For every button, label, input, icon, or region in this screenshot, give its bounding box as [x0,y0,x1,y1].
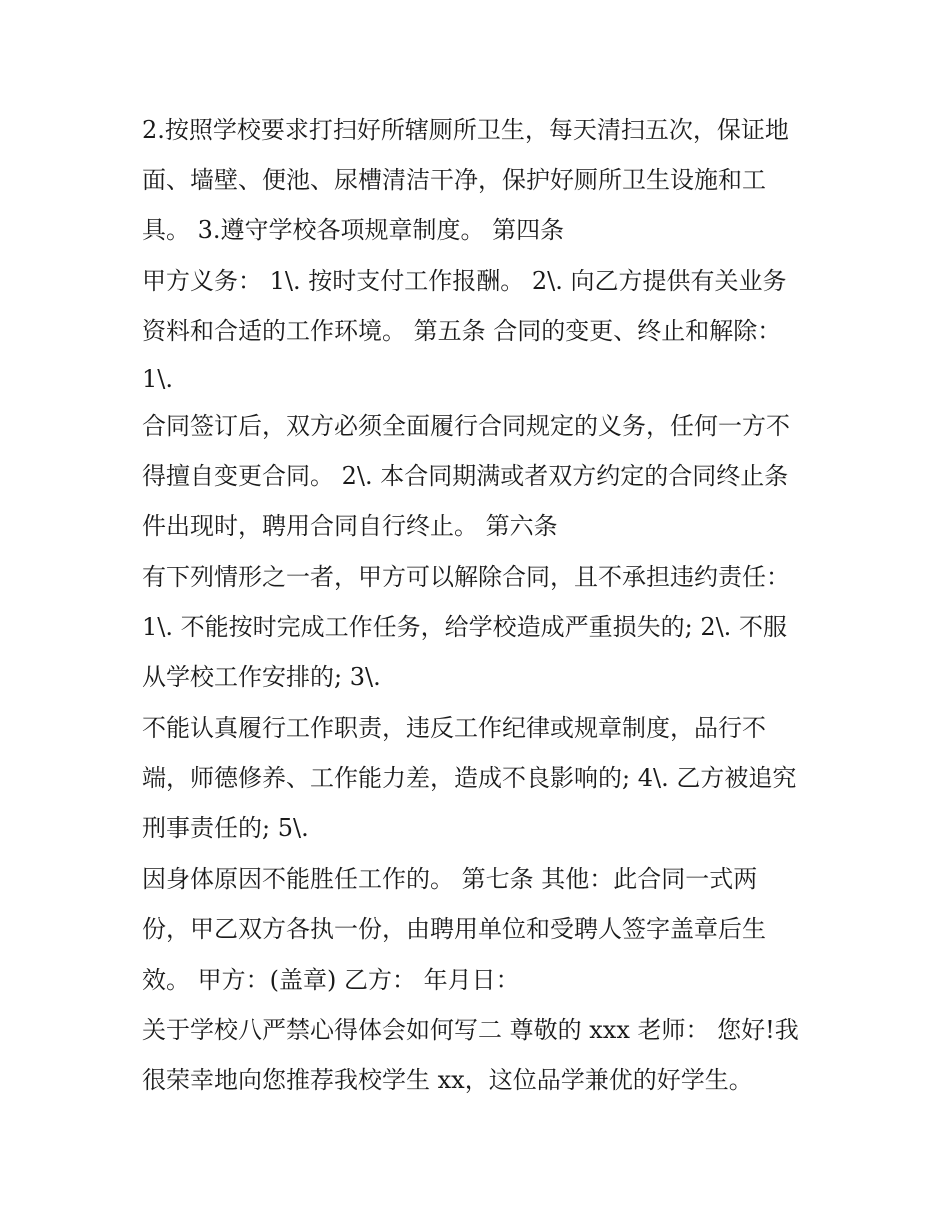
text-line-12: 从学校工作安排的; 3\. [142,663,381,691]
text-line-3: 具。 3.遵守学校各项规章制度。 第四条 [142,216,565,244]
text-line-6: 1\. [142,365,173,393]
text-line-2: 面、墙壁、便池、尿槽清洁干净，保护好厕所卫生设施和工 [142,166,766,194]
text-line-15: 刑事责任的; 5\. [142,814,309,842]
text-line-16: 因身体原因不能胜任工作的。 第七条 其他：此合同一式两 [142,865,758,893]
text-line-18: 效。 甲方：(盖章) 乙方： 年月日： [142,966,520,994]
text-line-11: 1\. 不能按时完成工作任务，给学校造成严重损失的; 2\. 不服 [142,613,787,641]
text-line-7: 合同签订后，双方必须全面履行合同规定的义务，任何一方不 [142,412,790,440]
text-line-19: 关于学校八严禁心得体会如何写二 尊敬的 xxx 老师： 您好!我 [142,1016,799,1044]
text-line-8: 得擅自变更合同。 2\. 本合同期满或者双方约定的合同终止条 [142,462,789,490]
text-line-20: 很荣幸地向您推荐我校学生 xx，这位品学兼优的好学生。 [142,1066,753,1094]
text-line-14: 端，师德修养、工作能力差，造成不良影响的; 4\. 乙方被追究 [142,764,797,792]
text-line-9: 件出现时，聘用合同自行终止。 第六条 [142,512,558,540]
text-line-1: 2.按照学校要求打扫好所辖厕所卫生，每天清扫五次，保证地 [142,116,789,144]
text-line-4: 甲方义务： 1\. 按时支付工作报酬。 2\. 向乙方提供有关业务 [142,267,787,295]
text-line-17: 份，甲乙双方各执一份，由聘用单位和受聘人签字盖章后生 [142,915,766,943]
text-line-10: 有下列情形之一者，甲方可以解除合同，且不承担违约责任： [142,563,790,591]
text-line-13: 不能认真履行工作职责，违反工作纪律或规章制度，品行不 [142,714,766,742]
text-line-5: 资料和合适的工作环境。 第五条 合同的变更、终止和解除： [142,317,782,345]
